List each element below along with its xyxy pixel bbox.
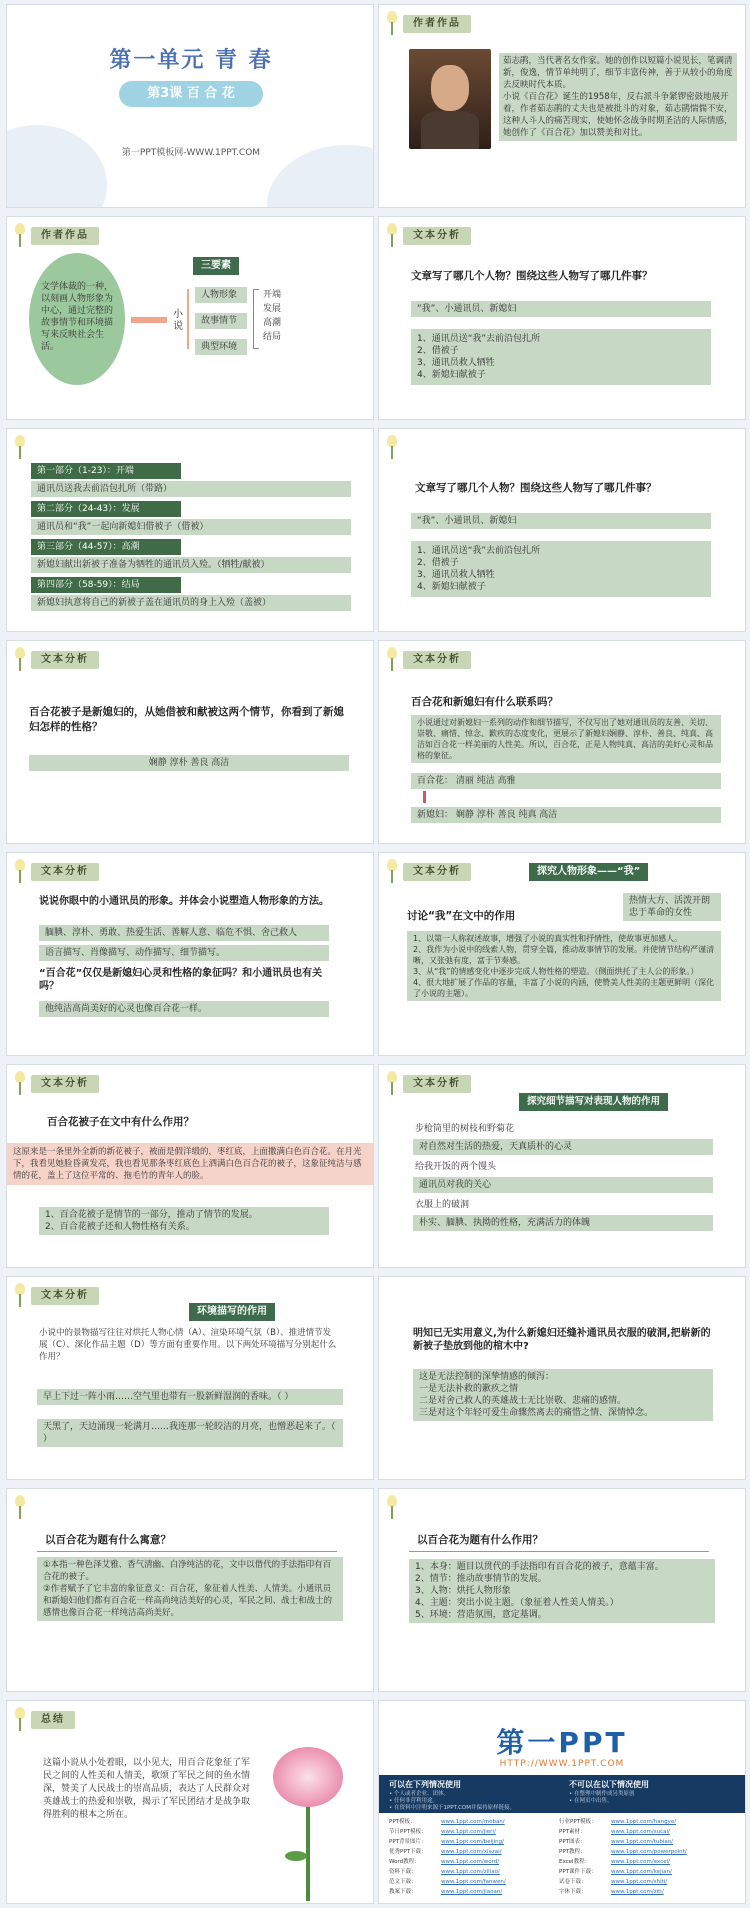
section-tag: 文本分析 — [403, 1075, 471, 1093]
slide-18[interactable] — [378, 1700, 746, 1904]
detail-2: 给我开饭的两个馒头 — [415, 1162, 497, 1172]
part-3-heading: 第三部分（44-57）：高潮 — [31, 539, 181, 555]
meaning-1: 对自然对生活的热爱，天真质朴的心灵 — [413, 1139, 713, 1155]
slide-7[interactable] — [6, 640, 374, 844]
link-label: PPT图表： — [559, 1839, 586, 1845]
quote-passage: 这原来是一条里外全新的新花被子，被面是假洋缎的，枣红底，上面撒满白色百合花。在月光下，我看见她脸昏黄发亮，我也看见那条枣红底色上洒满白色百合花的被子，这象征纯洁与感情的花，盖上了这位平常的、拖毛竹的青年人的脸。 — [7, 1143, 373, 1185]
link[interactable]: www.1ppt.com/xiazai/ — [441, 1849, 502, 1855]
forbidden-1: • 在整理中制作成另类原创 — [569, 1791, 635, 1797]
link-row — [389, 1817, 735, 1827]
section-tag: 总结 — [31, 1711, 75, 1729]
lily-icon — [13, 1071, 27, 1095]
link-label: 字体下载： — [559, 1889, 587, 1895]
topic-heading: 环境描写的作用 — [189, 1303, 275, 1321]
event-3: 3、通讯员救人牺牲 — [417, 570, 495, 580]
down-arrow-icon — [423, 791, 426, 803]
link[interactable]: www.1ppt.com/jieri/ — [441, 1829, 496, 1835]
summary-text: 这篇小说从小处着眼，以小见大，用百合花象征了军民之间的人性美和人情美，歌颂了军民之间的鱼水情深，赞美了人民战士的崇高品质，表达了人民群众对英雄战士的热爱和崇敬，揭示了军民团结才是战争取得胜利的根本之所在。 — [43, 1758, 251, 1820]
link-row — [389, 1857, 735, 1867]
plot-stage-4: 结局 — [263, 332, 282, 342]
answer-1: 腼腆、淳朴、勇敢、热爱生活、善解人意、临危不惧、舍己救人 — [39, 925, 329, 941]
allowed-heading: 可以在下列情况使用 — [389, 1780, 461, 1789]
plot-stage-1: 开端 — [263, 290, 282, 300]
answer-text: 这是无法控制的深挚情感的倾泻： 一是无法补救的歉疚之情 二是对舍己救人的英雄战士无比崇敬、悲痛的感情。 三是对这个年轻可爱生命骤然离去的痛惜之情、深情悼念。 — [413, 1369, 713, 1421]
link-label: PPT模板： — [389, 1819, 416, 1825]
example-2: 天黑了，天边涌现一轮满月……我连那一轮皎洁的月亮，也憎恶起来了。（ ） — [37, 1419, 343, 1447]
slide-1[interactable] — [6, 4, 374, 208]
answer-2: 语言描写、肖像描写、动作描写、细节描写。 — [39, 945, 329, 961]
lily-icon — [385, 223, 399, 247]
divider — [409, 1551, 709, 1552]
question: 讨论“我”在文中的作用 — [407, 910, 516, 922]
event-1: 1、通讯员送“我”去前沿包扎所 — [417, 546, 541, 556]
link-row — [389, 1877, 735, 1887]
answer-3: 他纯洁高尚美好的心灵也像百合花一样。 — [39, 1001, 329, 1017]
question: 以百合花为题有什么作用？ — [417, 1534, 543, 1546]
question: 明知已无实用意义,为什么新媳妇还缝补通讯员衣服的破洞,把崭新的新被子垫放到他的棺木中? — [413, 1328, 711, 1352]
link[interactable]: www.1ppt.com/tubiao/ — [611, 1839, 673, 1845]
allowed-2: • 任何非营利用途。 — [389, 1798, 438, 1804]
link-row — [389, 1827, 735, 1837]
link[interactable]: www.1ppt.com/excel/ — [611, 1859, 670, 1865]
slide-5[interactable] — [6, 428, 374, 632]
slide-12[interactable] — [378, 1064, 746, 1268]
link-label: 教案下载： — [389, 1889, 417, 1895]
link[interactable]: www.1ppt.com/ziliao/ — [441, 1869, 500, 1875]
lily-flower-icon — [263, 1741, 353, 1901]
question: 文章写了哪几个人物？围绕这些人物写了哪几件事？ — [415, 482, 657, 494]
link-label: Excel教程： — [559, 1859, 591, 1865]
link-row — [389, 1837, 735, 1847]
lily-icon — [385, 647, 399, 671]
link[interactable]: www.1ppt.com/beijing/ — [441, 1839, 505, 1845]
slide-9[interactable] — [6, 852, 374, 1056]
lily-icon — [13, 859, 27, 883]
link[interactable]: www.1ppt.com/moban/ — [441, 1819, 505, 1825]
lily-icon — [385, 1495, 399, 1519]
role-analysis: 1、以第一人称叙述故事，增强了小说的真实性和抒情性，使故事更加感人。 2、我作为小说中的线索人物，贯穿全篇，推动故事情节的发展。并使情节结构严谨清晰，又张弛有度，富于节奏感。 3、从“我”的情感变化中逐步完成人物性格的塑造。（侧面烘托了主人公的形象。） 4、很大地扩展了作品的容量，丰富了小说的内涵，使赞美人性美的主题更鲜明（深化了小说的主题）。 — [407, 931, 721, 1001]
links-panel — [379, 1813, 745, 1904]
link-label: 优秀PPT下载： — [389, 1849, 427, 1855]
lily-icon — [385, 11, 399, 35]
events-list — [411, 329, 711, 385]
link-label: PPT背景图片： — [389, 1839, 427, 1845]
link-label: 节日PPT模板： — [389, 1829, 427, 1835]
forbidden-heading: 不可以在以下情况使用 — [569, 1780, 649, 1789]
lily-icon — [13, 1283, 27, 1307]
part-4-text: 新媳妇执意将自己的新被子盖在通讯员的身上入殓（盖被） — [31, 595, 351, 611]
question: 文章写了哪几个人物？围绕这些人物写了哪几件事？ — [411, 270, 653, 282]
events-list — [411, 541, 711, 597]
link-row — [389, 1887, 735, 1897]
question: 百合花被子是新媳妇的，从她借被和献被这两个情节，你看到了新媳妇怎样的性格？ — [29, 706, 344, 733]
part-2-heading: 第二部分（24-43）：发展 — [31, 501, 181, 517]
link[interactable]: www.1ppt.com/hangye/ — [611, 1819, 677, 1825]
meaning-2: 通讯员对我的关心 — [413, 1177, 713, 1193]
slide-6[interactable] — [378, 428, 746, 632]
lesson-pill: 第3课 百 合 花 — [119, 81, 263, 107]
section-tag: 文本分析 — [31, 1075, 99, 1093]
lily-icon — [13, 1495, 27, 1519]
plot-bracket — [253, 289, 259, 349]
slide-11[interactable] — [6, 1064, 374, 1268]
link-table — [389, 1817, 735, 1897]
slide-3[interactable] — [6, 216, 374, 420]
lily-icon — [13, 223, 27, 247]
site-text: 第一PPT模板网-WWW.1PPT.COM — [121, 148, 261, 158]
divider — [37, 1551, 337, 1552]
function-5: 5、环境：营造氛围，意定基调。 — [415, 1610, 547, 1620]
arrow-left-icon — [131, 317, 167, 323]
slide-8[interactable] — [378, 640, 746, 844]
lily-icon — [13, 435, 27, 459]
event-2: 2、借被子 — [417, 346, 459, 356]
allowed-3: • 在资料中注明来源于1PPT.COM并保持原样链接。 — [389, 1805, 515, 1811]
section-tag: 文本分析 — [403, 863, 471, 881]
question-2: “百合花”仅仅是新媳妇心灵和性格的象征吗？和小通讯员也有关吗？ — [39, 968, 323, 992]
answer-characters: “我”、小通讯员、新媳妇 — [411, 301, 711, 317]
slide-16[interactable] — [378, 1488, 746, 1692]
section-tag: 文本分析 — [31, 863, 99, 881]
intro-text: 小说中的景物描写往往对烘托人物心情（A）、渲染环境气氛（B）、推进情节发展（C）、深化作品主题（D）等方面有重要作用。以下两处环境描写分别起什么作用？ — [39, 1328, 337, 1362]
slide-17[interactable] — [6, 1700, 374, 1904]
meaning-3: 朴实、腼腆、执拗的性格，充满活力的体魄 — [413, 1215, 713, 1231]
event-2: 2、借被子 — [417, 558, 459, 568]
question: 以百合花为题有什么寓意？ — [45, 1534, 171, 1546]
link-label: PPT教程： — [559, 1849, 586, 1855]
lily-traits: 百合花： 清丽 纯洁 高雅 — [411, 773, 721, 789]
section-tag: 文本分析 — [31, 651, 99, 669]
link[interactable]: www.1ppt.com/kejian/ — [611, 1869, 672, 1875]
question: 百合花和新媳妇有什么联系吗？ — [411, 696, 558, 708]
unit-title: 第一单元 青 春 — [109, 48, 273, 73]
part-1-text: 通讯员送我去前沿包扎所（带路） — [31, 481, 351, 497]
part-2-text: 通讯员和“我”一起向新媳妇借被子（借被） — [31, 519, 351, 535]
slide-10[interactable] — [378, 852, 746, 1056]
forbidden-2: • 在网页中出售。 — [569, 1798, 613, 1804]
slide-14[interactable] — [378, 1276, 746, 1480]
link[interactable]: www.1ppt.com/word/ — [441, 1859, 500, 1865]
link[interactable]: www.1ppt.com/fanwen/ — [441, 1879, 506, 1885]
link-row — [389, 1867, 735, 1877]
link[interactable]: www.1ppt.com/ziti/ — [611, 1889, 664, 1895]
novel-label: 小说 — [173, 309, 183, 332]
section-tag: 作者作品 — [31, 227, 99, 245]
part-4-heading: 第四部分（58-59）：结局 — [31, 577, 181, 593]
event-3: 3、通讯员救人牺牲 — [417, 358, 495, 368]
part-3-text: 新媳妇献出新被子准备为牺牲的通讯员入殓。（牺牲/献被） — [31, 557, 351, 573]
event-1: 1、通讯员送“我”去前沿包扎所 — [417, 334, 541, 344]
function-2: 2、情节：推动故事情节的发展。 — [415, 1574, 547, 1584]
link-label: PPT课件下载： — [559, 1869, 597, 1875]
event-4: 4、新媳妇献被子 — [417, 582, 486, 592]
effect-1: 1、百合花被子是情节的一部分，推动了情节的发展。 — [45, 1210, 258, 1220]
plot-stage-2: 发展 — [263, 304, 282, 314]
function-1: 1、本身：题目以贯代的手法指印有百合花的被子，意蕴丰富。 — [415, 1562, 664, 1572]
lily-icon — [385, 859, 399, 883]
answer-characters: “我”、小通讯员、新媳妇 — [411, 513, 711, 529]
brand-logo: 第一PPT — [496, 1726, 628, 1759]
lily-icon — [385, 435, 399, 459]
slide-2[interactable] — [378, 4, 746, 208]
lily-icon — [13, 1707, 27, 1731]
section-tag: 文本分析 — [31, 1287, 99, 1305]
link-label: PPT素材： — [559, 1829, 586, 1835]
detail-1: 步枪筒里的树枝和野菊花 — [415, 1124, 515, 1134]
link-label: 行业PPT模板： — [559, 1819, 597, 1825]
element-2: 故事情节 — [195, 313, 247, 329]
link[interactable]: www.1ppt.com/powerpoint/ — [611, 1849, 687, 1855]
element-1: 人物形象 — [195, 287, 247, 303]
author-portrait — [409, 49, 491, 149]
bracket-line — [187, 289, 189, 349]
answer-text: ①本指一种色泽艾雅、香气清幽、白净纯洁的花，文中以借代的手法指印有百合花的被子。 ②作者赋予了它丰富的象征意义：百合花，象征着人性美、人情美。小通讯员和新媳妇他们都有百合花一样高尚纯洁美好的心灵，军民之间、战士和战士的感情也像百合花一样纯洁高尚美好。 — [37, 1557, 343, 1621]
question: 百合花被子在文中有什么作用？ — [47, 1116, 194, 1128]
analysis-text: 小说通过对新媳妇一系列的动作和细节描写，不仅写出了她对通讯员的友善、关切、崇敬、痛惜、悼念、歉疚的态度变化，更展示了新媳妇娴静、淳朴、善良、纯真、高洁如百合花一样美丽的人性美。所以，百合花，正是人物纯真、高洁的美好心灵和品格的象征。 — [411, 715, 721, 763]
answer-traits: 娴静 淳朴 善良 高洁 — [29, 755, 349, 771]
slide-13[interactable] — [6, 1276, 374, 1480]
link-label: 试卷下载： — [559, 1879, 587, 1885]
part-1-heading: 第一部分（1-23）：开端 — [31, 463, 181, 479]
link-label: Word教程： — [389, 1859, 420, 1865]
topic-heading: 探究人物形象——“我” — [529, 863, 648, 881]
trait-note: 热情大方、活泼开朗忠于革命的女性 — [623, 893, 721, 921]
link-row — [389, 1847, 735, 1857]
brand-url: HTTP://WWW.1PPT.COM — [499, 1759, 625, 1769]
slide-4[interactable] — [378, 216, 746, 420]
three-elements-heading: 三要素 — [193, 257, 239, 275]
link-label: 资料下载： — [389, 1869, 417, 1875]
allowed-1: • 个人或者企业、团体。 — [389, 1791, 449, 1797]
detail-3: 衣服上的破洞 — [415, 1200, 470, 1210]
link[interactable]: www.1ppt.com/sucai/ — [611, 1829, 670, 1835]
slide-15[interactable] — [6, 1488, 374, 1692]
lily-icon — [385, 1071, 399, 1095]
function-3: 3、人物：烘托人物形象 — [415, 1586, 511, 1596]
topic-heading: 探究细节描写对表现人物的作用 — [519, 1093, 668, 1111]
event-4: 4、新媳妇献被子 — [417, 370, 486, 380]
definition-text: 文学体裁的一种，以刻画人物形象为中心，通过完整的故事情节和环境描写来反映社会生活。 — [41, 282, 114, 352]
example-1: 早上下过一阵小雨……空气里也带有一股新鲜湿润的香味。（ ） — [37, 1389, 343, 1405]
lily-icon — [13, 647, 27, 671]
section-tag: 文本分析 — [403, 651, 471, 669]
element-3: 典型环境 — [195, 339, 247, 355]
section-tag: 作者作品 — [403, 15, 471, 33]
link-label: 范文下载： — [389, 1879, 417, 1885]
bride-traits: 新媳妇： 娴静 淳朴 善良 纯真 高洁 — [411, 807, 721, 823]
function-4: 4、主题：突出小说主题。（象征着人性美人情美。） — [415, 1598, 619, 1608]
answer-list — [409, 1559, 715, 1623]
effects-list — [39, 1207, 329, 1235]
effect-2: 2、百合花被子还和人物性格有关系。 — [45, 1222, 195, 1232]
question-1: 说说你眼中的小通讯员的形象。并体会小说塑造人物形象的方法。 — [39, 896, 329, 907]
link[interactable]: www.1ppt.com/jiaoan/ — [441, 1889, 503, 1895]
author-bio: 茹志鹃，当代著名女作家。她的创作以短篇小说见长，笔调清新，俊逸，情节单纯明了，细节丰富传神，善于从较小的角度去反映时代本质。 小说《百合花》诞生的1958年，反右派斗争紧锣密鼓地展开着，作者茹志鹃的丈夫也是被批斗的对象，茹志鹃惴惴不安，这种人斗人的痛苦现实，使她怀念战争时期圣洁的人际情感，她创作了《百合花》加以赞美和对比。 — [499, 53, 737, 141]
section-tag: 文本分析 — [403, 227, 471, 245]
link[interactable]: www.1ppt.com/shiti/ — [611, 1879, 668, 1885]
plot-stage-3: 高潮 — [263, 318, 282, 328]
